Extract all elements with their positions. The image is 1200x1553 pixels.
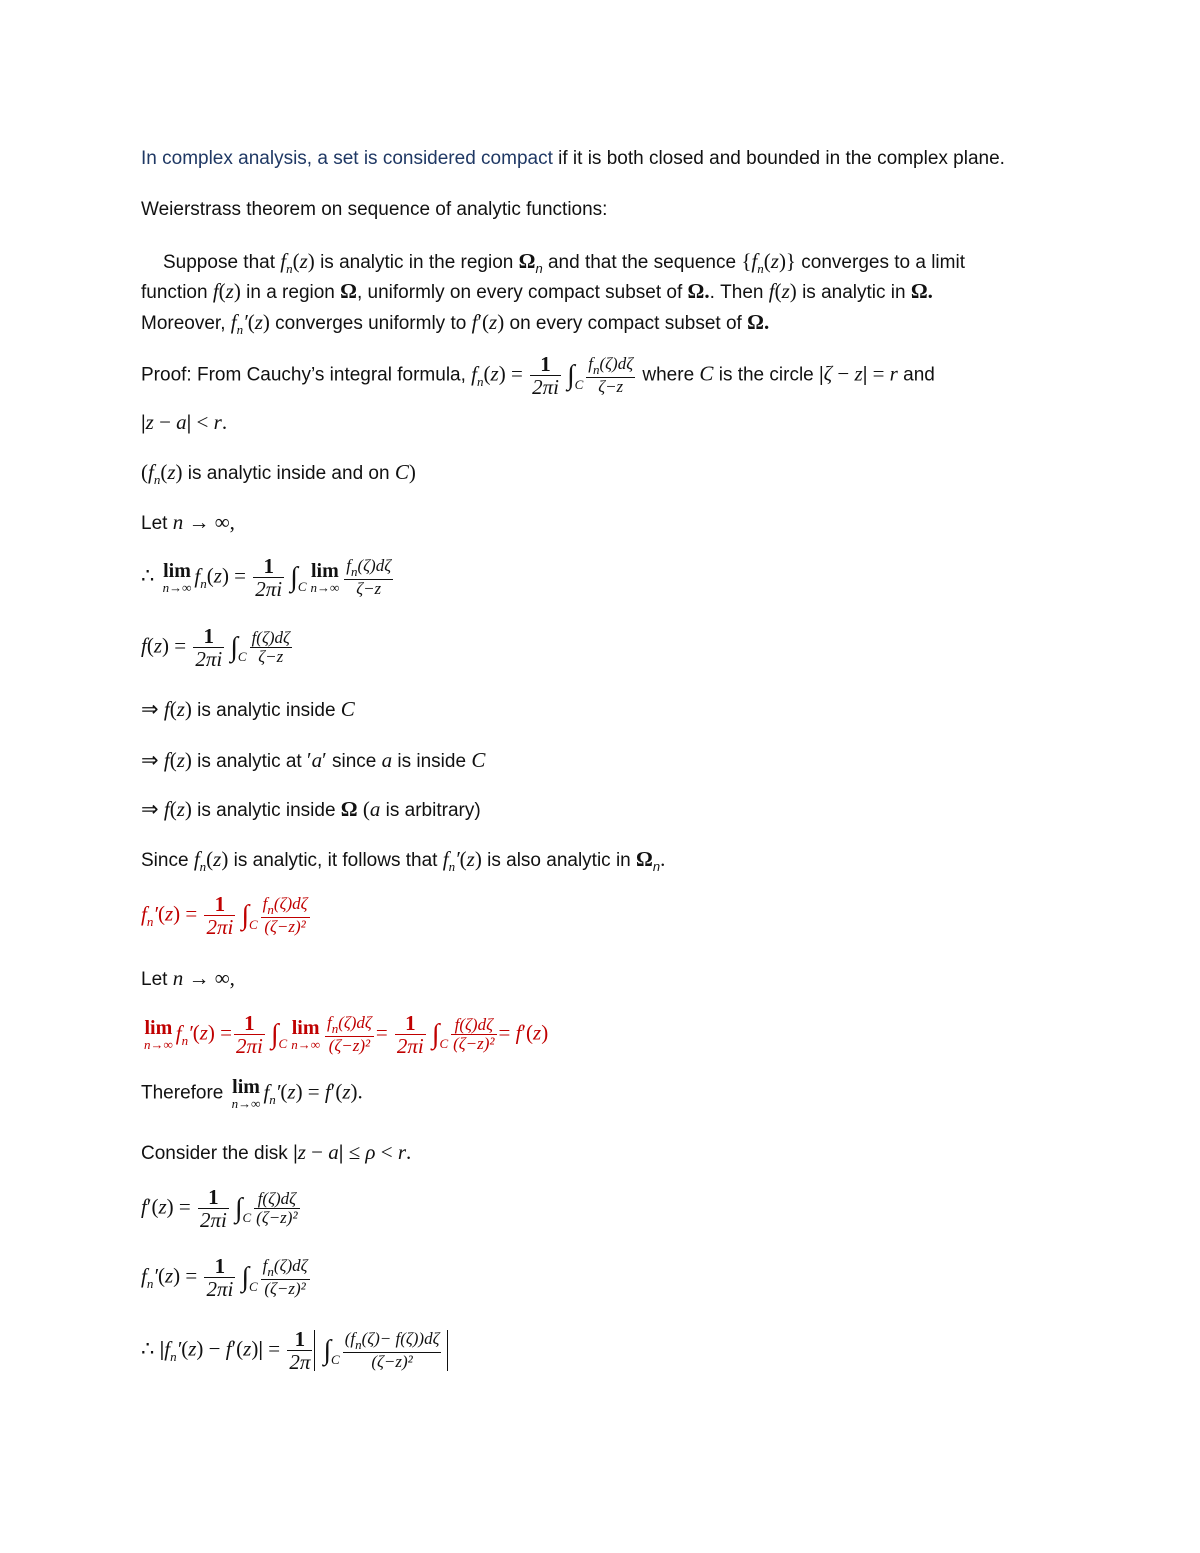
theorem-line-3: Moreover, $f_n'(z)$ converges uniformly to f′(z) on every compact subset of Ω.: [141, 310, 770, 337]
therefore-line: Therefore lim n→∞ $f_n'(z) = f'(z)$.: [141, 1076, 363, 1111]
intro-line: [141, 148, 1005, 171]
disk-line: Consider the disk |z − a| ≤ ρ < r.: [141, 1140, 412, 1164]
intro-rest: if it is both closed and bounded in the complex plane.: [552, 148, 1005, 169]
intro-highlight: In complex analysis, a set is considered compact: [141, 148, 553, 169]
let-n-1: Let n → ∞,: [141, 510, 235, 534]
f-equation: f(z) = $\frac{1}{2\pi i}$ $\int_C$ $\frac{f(\zeta)d\zeta}{\zeta-z}$: [141, 624, 290, 672]
difference-formula: ∴ $|f_n'(z) - f'(z)|$ = $\frac{1}{2\pi}$ $\int_C$ $\frac{(f_n(\zeta)- f(\zeta))d\zeta}{\text{(ζ−z)²}}$: [141, 1328, 448, 1373]
proof-line-2: |z − a| < r.: [141, 410, 228, 434]
theorem-line-1: Suppose that $f_n(z)$ is analytic in the region $\Omega_n$ and that the sequence $\{f_n(z)\}$ converges to a limit: [163, 249, 965, 276]
limit-equation-2: lim n→∞ $f_n'(z)$ = $\frac{1}{2\pi i}$ $\int_C$ lim n→∞ $\frac{f_n(\zeta)d\zeta}{\text{(ζ−z)²}}$ = $\frac{1}{2\pi i}$ $\int_C$ $\frac{f(\zeta)d\zeta}{\text{(ζ−z)²}}$ = f′(z): [144, 1011, 549, 1059]
analytic-note: ($f_n(z)$ is analytic inside and on C): [141, 460, 416, 487]
theorem-heading: Weierstrass theorem on sequence of analytic functions:: [141, 199, 608, 220]
theorem-line-2: function f(z) in a region Ω, uniformly on every compact subset of Ω.. Then f(z) is analytic in Ω.: [141, 279, 933, 303]
proof-line-1: Proof: From Cauchy’s integral formula, $f_n(z)$ = $\frac{1}{2\pi i}$ $\int_C$ $\frac{f_n(\zeta)d\zeta}{\zeta-z}$ where C is the circle |ζ − z| = r and: [141, 352, 935, 400]
fraction: $\frac{1}{2\pi i}$: [532, 352, 559, 400]
fnprime-formula: $f_n'(z)$ = $\frac{1}{2\pi i}$ $\int_C$ $\frac{f_n(\zeta)d\zeta}{\text{(ζ−z)²}}$: [141, 1254, 308, 1302]
fprime-formula: f′(z) = $\frac{1}{2\pi i}$ $\int_C$ $\frac{f(\zeta)d\zeta}{\text{(ζ−z)²}}$: [141, 1185, 298, 1233]
implication-2: ⇒ f(z) is analytic at ′a′ since a is inside C: [141, 748, 486, 772]
let-n-2: Let n → ∞,: [141, 966, 235, 990]
since-line: Since $f_n(z)$ is analytic, it follows that $f_n'(z)$ is also analytic in $\Omega_n$.: [141, 847, 666, 874]
derivative-formula: $f_n'(z)$ = $\frac{1}{2\pi i}$ $\int_C$ $\frac{f_n(\zeta)d\zeta}{\text{(ζ−z)²}}$: [141, 892, 308, 940]
limit-equation-1: ∴ lim n→∞ $f_n(z)$ = $\frac{1}{2\pi i}$ $\int_C$ lim n→∞ $\frac{f_n(\zeta)d\zeta}{\zeta-z}$: [141, 554, 392, 602]
implication-3: ⇒ f(z) is analytic inside Ω (a is arbitrary): [141, 797, 481, 821]
implication-1: ⇒ f(z) is analytic inside C: [141, 697, 355, 721]
